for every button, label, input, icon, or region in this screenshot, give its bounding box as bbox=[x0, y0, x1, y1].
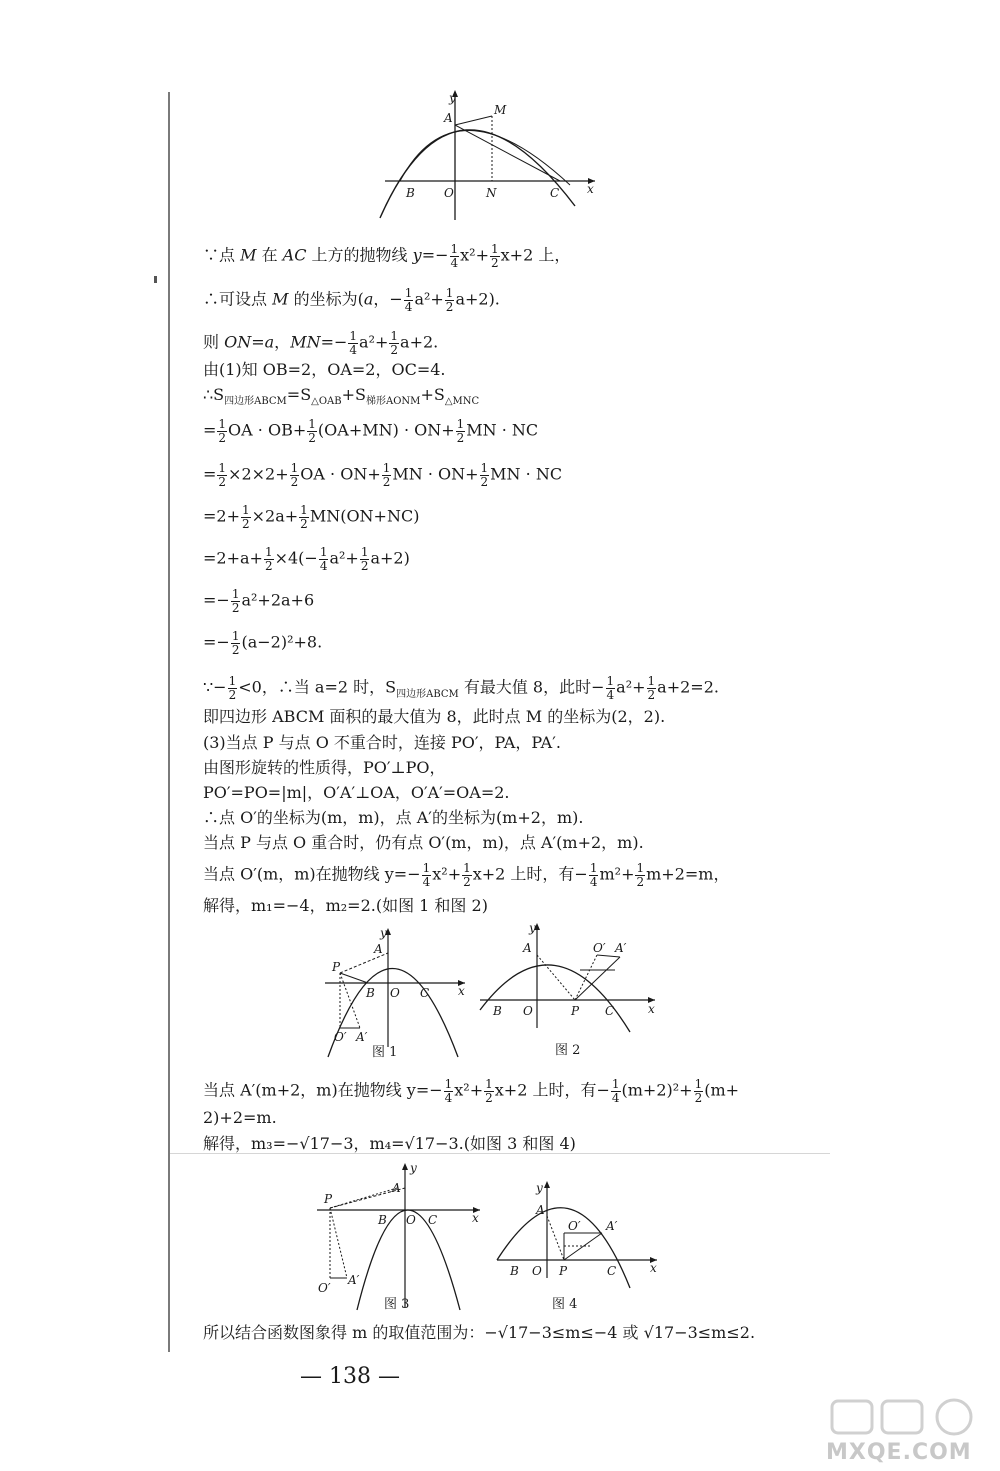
label-x: x bbox=[650, 1261, 657, 1275]
label-x: x bbox=[472, 1211, 479, 1225]
label-O: O bbox=[532, 1264, 542, 1278]
label-y: y bbox=[449, 91, 456, 105]
line-9: =2+a+ $\frac{1}{2}$ ×4(− $\frac{1}{4}$ a²+ $\frac{1}{2}$ a+2) bbox=[203, 545, 410, 573]
line-3: 则 ON=a，MN=− $\frac{1}{4}$ a²+ $\frac{1}{2}$ a+2. bbox=[203, 329, 439, 357]
figure-1 bbox=[320, 925, 470, 1060]
figure-top bbox=[380, 88, 610, 228]
label-A-prime: A′ bbox=[615, 941, 627, 955]
label-A-prime: A′ bbox=[606, 1219, 618, 1233]
label-P: P bbox=[324, 1192, 333, 1206]
figure-3 bbox=[312, 1160, 487, 1310]
line-23: 解得，m₃=−√17−3，m₄=√17−3.(如图 3 和图 4) bbox=[203, 1134, 576, 1153]
line-7: = $\frac{1}{2}$ ×2×2+ $\frac{1}{2}$ OA · ON+ $\frac{1}{2}$ MN · ON+ $\frac{1}{2}$ MN · NC bbox=[203, 461, 563, 489]
line-24: 所以结合函数图象得 m 的取值范围为：−√17−3≤m≤−4 或 √17−3≤m≤2. bbox=[203, 1323, 756, 1342]
figure-2 bbox=[475, 920, 660, 1060]
label-C: C bbox=[428, 1213, 438, 1227]
label-C: C bbox=[550, 186, 560, 200]
line-18: 当点 P 与点 O 重合时，仍有点 O′(m，m)，点 A′(m+2，m). bbox=[203, 833, 644, 852]
caption-fig2: 图 2 bbox=[555, 1043, 581, 1058]
line-15: 由图形旋转的性质得，PO′⊥PO， bbox=[203, 758, 446, 777]
label-C: C bbox=[605, 1004, 615, 1018]
label-A: A bbox=[523, 941, 532, 955]
label-A: A bbox=[536, 1203, 545, 1217]
label-P: P bbox=[571, 1004, 580, 1018]
watermark bbox=[826, 1395, 994, 1465]
label-O: O bbox=[406, 1213, 416, 1227]
label-P: P bbox=[559, 1264, 568, 1278]
label-O-prime: O′ bbox=[318, 1281, 331, 1295]
line-21: 当点 A′(m+2，m)在抛物线 y=− $\frac{1}{4}$ x²+ $\frac{1}{2}$ x+2 上时，有− $\frac{1}{4}$ (m+2)²+ $\frac{1}{2}$ (m+ bbox=[203, 1077, 740, 1105]
label-O-prime: O′ bbox=[334, 1030, 347, 1044]
line-13: 即四边形 ABCM 面积的最大值为 8，此时点 M 的坐标为(2，2). bbox=[203, 707, 666, 726]
label-P: P bbox=[332, 960, 341, 974]
label-O: O bbox=[444, 186, 454, 200]
label-O: O bbox=[390, 986, 400, 1000]
label-B: B bbox=[493, 1004, 502, 1018]
line-19: 当点 O′(m，m)在抛物线 y=− $\frac{1}{4}$ x²+ $\frac{1}{2}$ x+2 上时，有− $\frac{1}{4}$ m²+ $\frac{1}{2}$ m+2=m， bbox=[203, 861, 730, 889]
label-O-prime: O′ bbox=[593, 941, 606, 955]
caption-fig3: 图 3 bbox=[384, 1297, 410, 1312]
line-1: ∵点 M 在 AC 上方的抛物线 y=− $\frac{1}{4}$ x²+ $\frac{1}{2}$ x+2 上， bbox=[203, 242, 571, 270]
label-M: M bbox=[494, 103, 507, 117]
page-number: — 138 — bbox=[300, 1364, 400, 1389]
line-4: 由(1)知 OB=2，OA=2，OC=4. bbox=[203, 360, 446, 379]
label-A: A bbox=[392, 1181, 401, 1195]
label-O: O bbox=[523, 1004, 533, 1018]
label-B: B bbox=[510, 1264, 519, 1278]
watermark-logo-icon bbox=[826, 1395, 986, 1437]
label-N: N bbox=[486, 186, 497, 200]
line-20: 解得，m₁=−4，m₂=2.(如图 1 和图 2) bbox=[203, 896, 488, 915]
line-10: =− $\frac{1}{2}$ a²+2a+6 bbox=[203, 587, 315, 615]
label-A: A bbox=[444, 111, 453, 125]
label-B: B bbox=[366, 986, 375, 1000]
line-8: =2+ $\frac{1}{2}$ ×2a+ $\frac{1}{2}$ MN(ON+NC) bbox=[203, 503, 420, 531]
figure-4 bbox=[492, 1178, 662, 1313]
label-y: y bbox=[536, 1181, 543, 1195]
watermark-text: MXQE.COM bbox=[826, 1440, 972, 1465]
label-C: C bbox=[607, 1264, 617, 1278]
label-C: C bbox=[420, 986, 430, 1000]
line-11: =− $\frac{1}{2}$ (a−2)²+8. bbox=[203, 629, 323, 657]
label-x: x bbox=[587, 182, 594, 196]
label-x: x bbox=[458, 984, 465, 998]
line-6: = $\frac{1}{2}$ OA · OB+ $\frac{1}{2}$ (OA+MN) · ON+ $\frac{1}{2}$ MN · NC bbox=[203, 417, 539, 445]
margin-line bbox=[168, 92, 170, 1352]
caption-fig4: 图 4 bbox=[552, 1297, 578, 1312]
label-A: A bbox=[374, 942, 383, 956]
label-y: y bbox=[380, 926, 387, 940]
label-y: y bbox=[410, 1161, 417, 1175]
faint-rule bbox=[170, 1153, 830, 1154]
line-2: ∴可设点 M 的坐标为(a，− $\frac{1}{4}$ a²+ $\frac{1}{2}$ a+2). bbox=[203, 286, 500, 314]
label-A-prime: A′ bbox=[348, 1273, 360, 1287]
caption-fig1: 图 1 bbox=[372, 1045, 398, 1060]
line-17: ∴点 O′的坐标为(m，m)，点 A′的坐标为(m+2，m). bbox=[203, 808, 584, 827]
label-B: B bbox=[378, 1213, 387, 1227]
label-B: B bbox=[406, 186, 415, 200]
margin-mark bbox=[154, 276, 157, 283]
label-y: y bbox=[529, 921, 536, 935]
label-O-prime: O′ bbox=[568, 1219, 581, 1233]
line-22: 2)+2=m. bbox=[203, 1108, 277, 1127]
line-14: (3)当点 P 与点 O 不重合时，连接 PO′，PA，PA′. bbox=[203, 733, 561, 752]
label-A-prime: A′ bbox=[356, 1030, 368, 1044]
line-12: ∵− $\frac{1}{2}$ <0，∴当 a=2 时，$S_{四边形ABCM}$ 有最大值 8，此时− $\frac{1}{4}$ a²+ $\frac{1}{2}$ a+2=2. bbox=[203, 674, 719, 702]
line-16: PO′=PO=|m|，O′A′⊥OA，O′A′=OA=2. bbox=[203, 783, 510, 802]
line-5: $\therefore S_{四边形ABCM}=S_{\triangle OAB}+S_{梯形AONM}+S_{\triangle MNC}$ bbox=[203, 385, 480, 408]
label-x: x bbox=[648, 1002, 655, 1016]
